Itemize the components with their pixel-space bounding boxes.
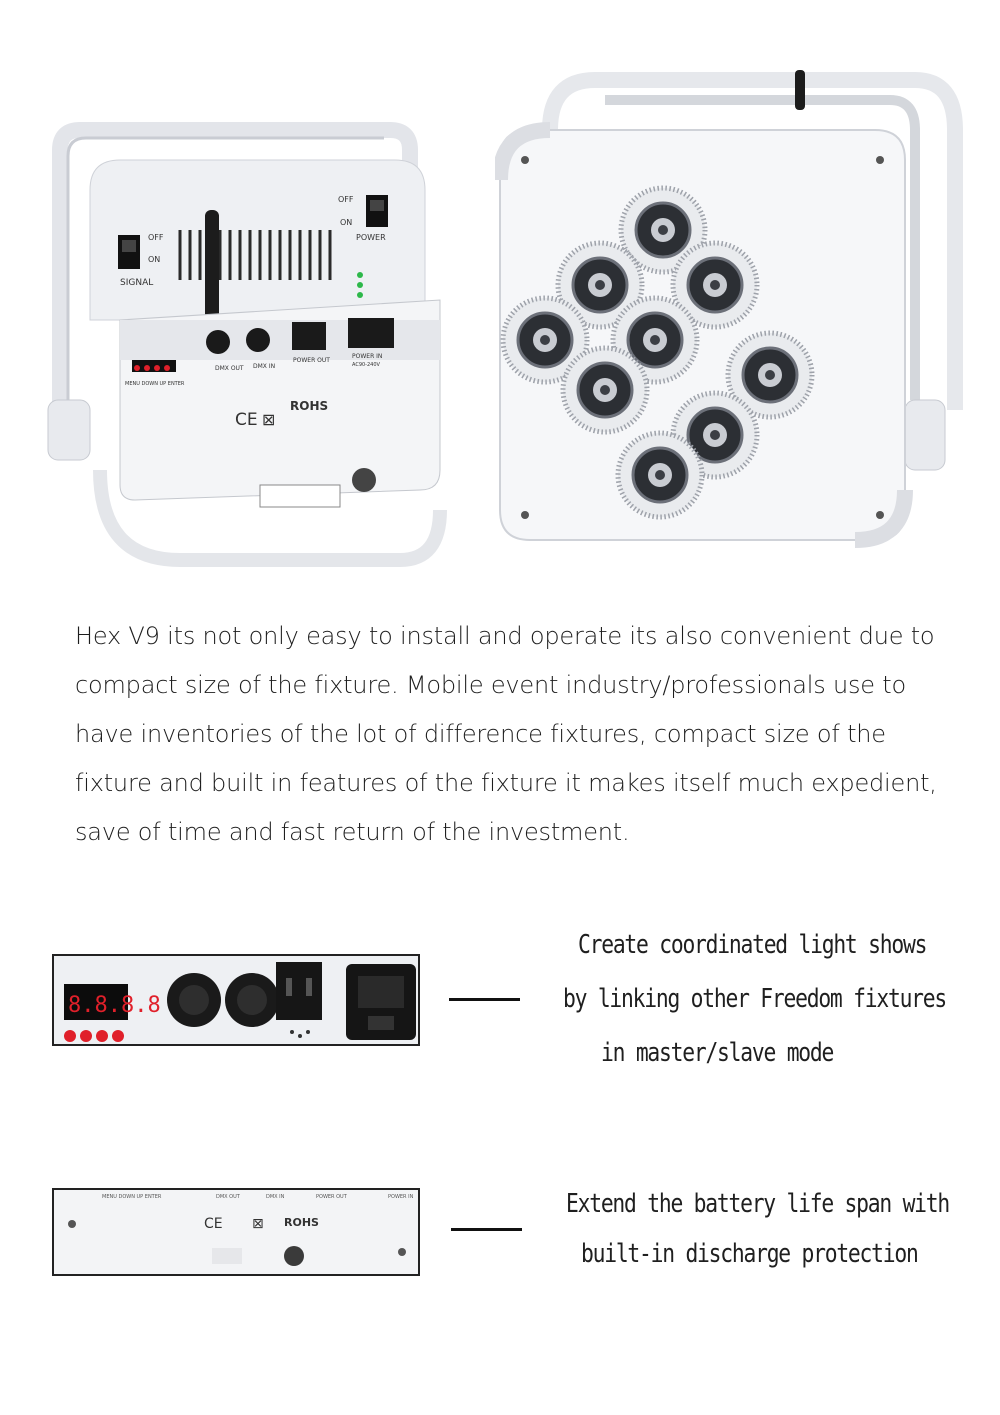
svg-text:CE: CE	[204, 1216, 223, 1232]
svg-text:OFF: OFF	[338, 195, 354, 204]
feature-1-line-3: in master/slave mode	[601, 1038, 834, 1068]
led-lens	[563, 348, 647, 432]
feature-1-line-2: by linking other Freedom fixtures	[563, 984, 946, 1014]
svg-text:⊠: ⊠	[262, 410, 276, 429]
fixture-front-photo	[495, 70, 965, 570]
svg-text:ON: ON	[340, 218, 353, 227]
fixture-back-photo	[40, 70, 470, 570]
power-in-socket	[348, 318, 394, 348]
svg-text:POWER IN: POWER IN	[352, 353, 383, 360]
up-button	[96, 1030, 108, 1042]
feature-1-line-1: Create coordinated light shows	[578, 930, 927, 960]
svg-text:DMX OUT: DMX OUT	[216, 1194, 240, 1200]
svg-text:POWER OUT: POWER OUT	[316, 1194, 347, 1200]
power-out-socket	[292, 322, 326, 350]
yoke-knob-right	[905, 400, 945, 470]
product-description: Hex V9 its not only easy to install and operate its also convenient due to compact size of the fixture. Mobile event industry/professionals use to have inventories of the lot of difference fixtures, compact size of the fixture and built in features of the fixture it makes itself much expedient, save of time and fast return of the investment.	[75, 622, 937, 846]
svg-text:MENU DOWN UP ENTER: MENU DOWN UP ENTER	[102, 1194, 162, 1200]
svg-text:ROHS: ROHS	[290, 399, 329, 413]
down-button	[80, 1030, 92, 1042]
feature-2-line-2: built-in discharge protection	[581, 1239, 918, 1269]
led-lens	[618, 433, 702, 517]
svg-text:ROHS: ROHS	[284, 1216, 319, 1229]
svg-text:POWER IN: POWER IN	[388, 1194, 414, 1200]
feature-2-line-1: Extend the battery life span with	[566, 1189, 949, 1219]
power-out-socket	[276, 962, 322, 1020]
svg-text:DMX IN: DMX IN	[266, 1194, 285, 1200]
svg-text:ON: ON	[148, 255, 161, 264]
svg-text:POWER OUT: POWER OUT	[293, 357, 330, 364]
svg-text:DMX OUT: DMX OUT	[215, 365, 244, 372]
feature-2-connector-line	[451, 1228, 522, 1231]
connector-panel-photo	[52, 954, 420, 1046]
svg-text:⊠: ⊠	[252, 1216, 264, 1232]
svg-text:CE: CE	[235, 410, 258, 430]
svg-text:OFF: OFF	[148, 233, 164, 242]
menu-button	[64, 1030, 76, 1042]
svg-text:MENU DOWN UP ENTER: MENU DOWN UP ENTER	[125, 381, 185, 387]
svg-text:DMX IN: DMX IN	[253, 363, 276, 370]
dmx-in-connector	[246, 328, 270, 352]
svg-text:8.8.8.8: 8.8.8.8	[68, 993, 161, 1018]
antenna-icon	[795, 70, 805, 110]
dmx-out-connector	[206, 330, 230, 354]
label-plate-photo	[52, 1188, 420, 1276]
svg-text:SIGNAL: SIGNAL	[120, 278, 154, 288]
svg-text:AC90-240V: AC90-240V	[352, 362, 380, 368]
enter-button	[112, 1030, 124, 1042]
svg-text:POWER: POWER	[356, 233, 386, 242]
yoke-knob-left	[48, 400, 90, 460]
feature-1-connector-line	[449, 998, 520, 1001]
